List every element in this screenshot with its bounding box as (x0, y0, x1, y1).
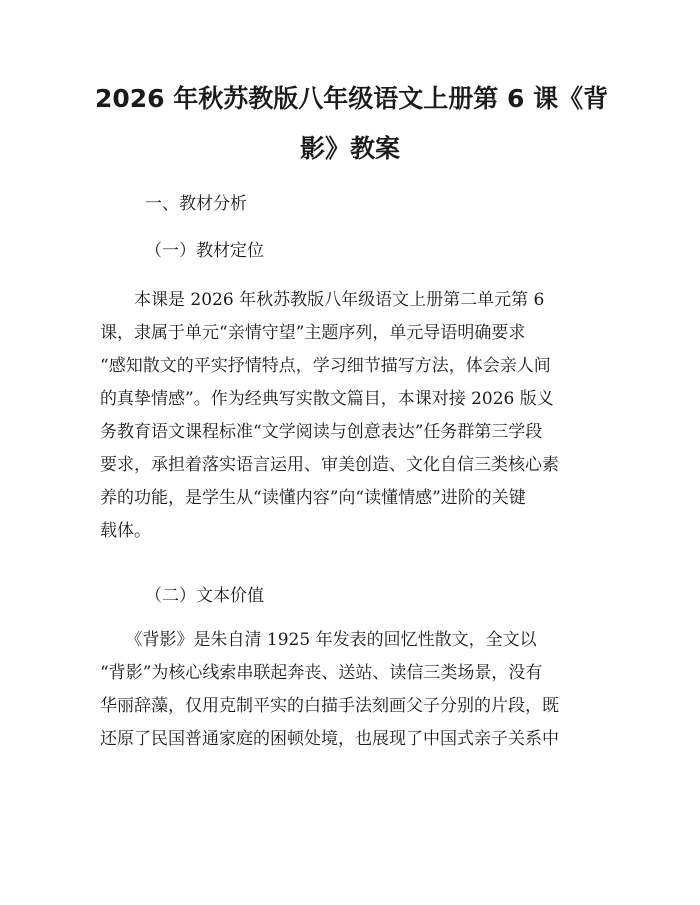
paragraph-line: 《背影》是朱自清 1925 年发表的回忆性散文，全文以 (100, 630, 537, 650)
paragraph-line: 养的功能，是学生从“读懂内容”向“读懂情感”进阶的关键 (100, 488, 526, 508)
paragraph-line: “感知散文的平实抒情特点，学习细节描写方法，体会亲人间 (100, 356, 551, 376)
document-title-line-1: 2026 年秋苏教版八年级语文上册第 6 课《背 (95, 84, 609, 113)
paragraph-text-value (100, 629, 600, 761)
paragraph-line: 要求，承担着落实语言运用、审美创造、文化自信三类核心素 (100, 455, 559, 475)
paragraph-textbook-positioning (100, 289, 600, 553)
subsection-heading-textbook-positioning: （一）教材定位 (145, 241, 264, 261)
paragraph-line: 还原了民国普通家庭的困顿处境，也展现了中国式亲子关系中 (100, 729, 559, 749)
document-title-line-2: 影》教案 (299, 134, 400, 163)
section-heading-textbook-analysis: 一、教材分析 (145, 194, 247, 214)
subsection-heading-text-value: （二）文本价值 (145, 586, 264, 606)
paragraph-line: “背影”为核心线索串联起奔丧、送站、读信三类场景，没有 (100, 663, 543, 683)
paragraph-line: 的真挚情感”。作为经典写实散文篇目，本课对接 2026 版义 (100, 389, 554, 409)
paragraph-line: 本课是 2026 年秋苏教版八年级语文上册第二单元第 6 (100, 290, 545, 310)
paragraph-line: 课，隶属于单元“亲情守望”主题序列，单元导语明确要求 (100, 323, 526, 343)
paragraph-line: 载体。 (100, 521, 151, 541)
paragraph-line: 华丽辞藻，仅用克制平实的白描手法刻画父子分别的片段，既 (100, 696, 559, 716)
paragraph-line: 务教育语文课程标准“文学阅读与创意表达”任务群第三学段 (100, 422, 543, 442)
